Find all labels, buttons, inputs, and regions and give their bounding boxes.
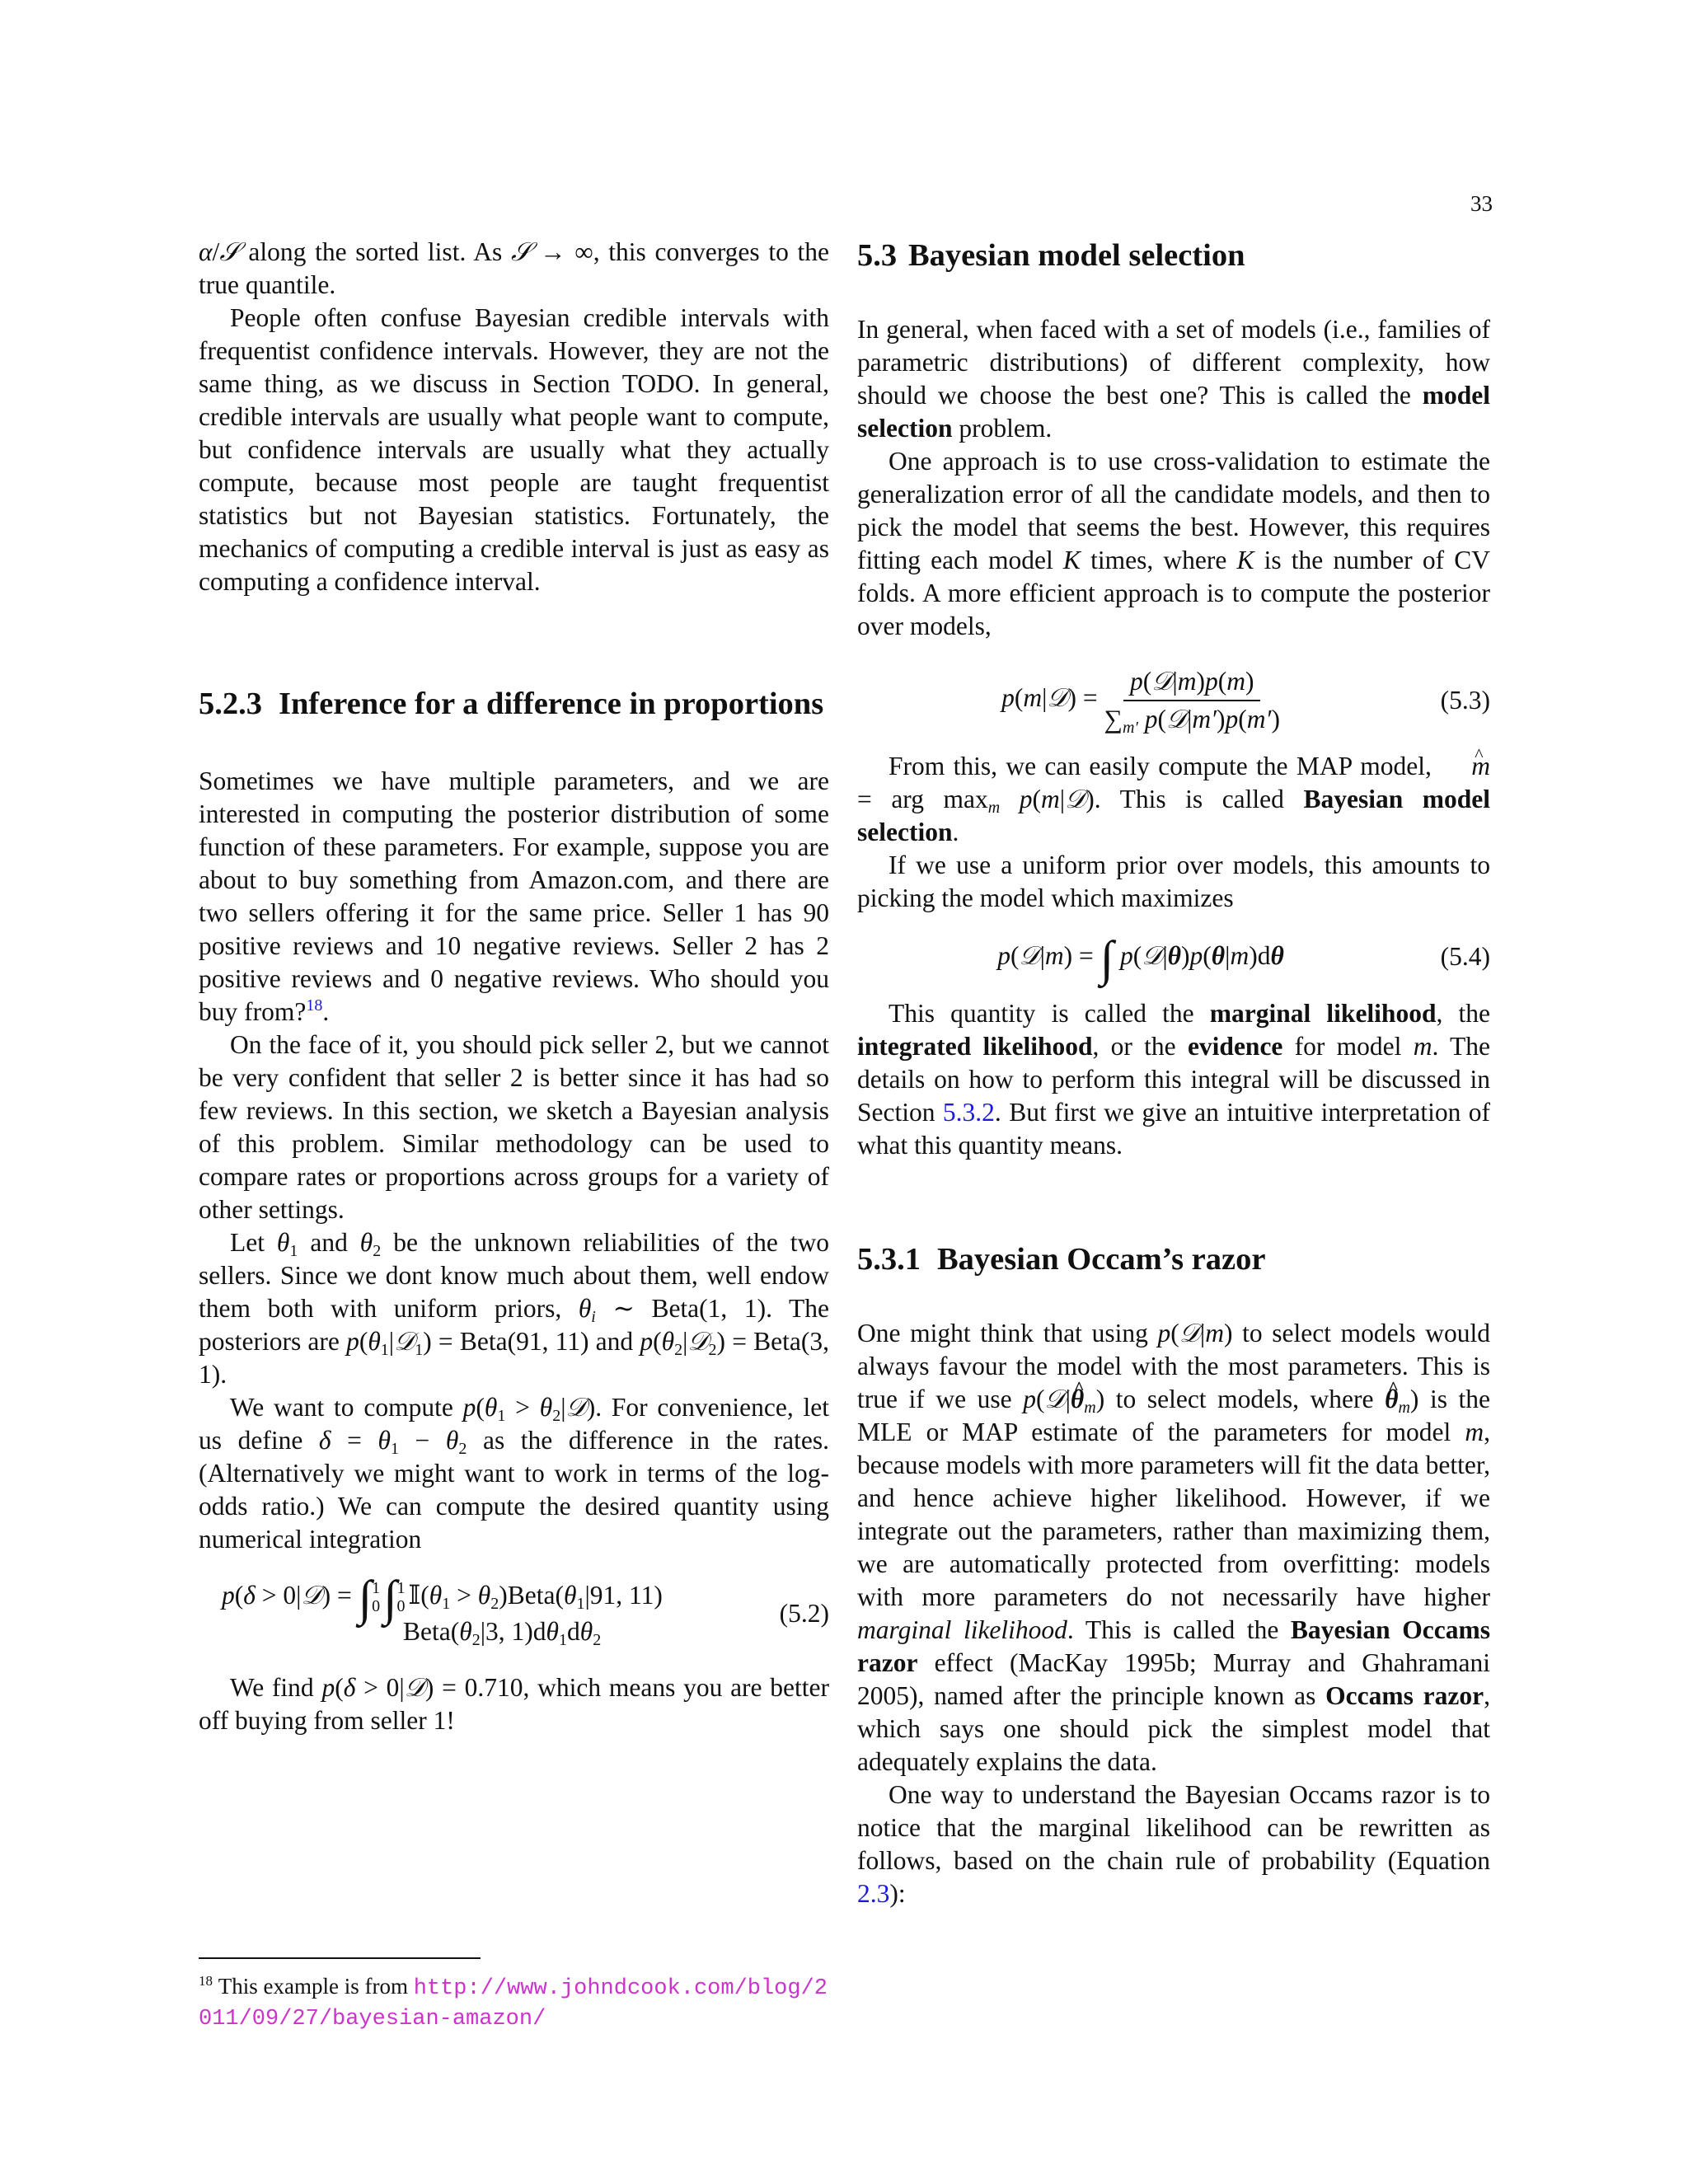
paragraph: On the face of it, you should pick seller 2, but we cannot be very confident that seller 2 is better since it has had so few reviews. In this section, we sketch a Bayesian analysis of this problem. Similar methodology can be used to compare rates or proportions across groups for a variety of other settings. xyxy=(199,1030,829,1224)
equation-number: (5.2) xyxy=(779,1599,829,1628)
right-column xyxy=(857,236,1490,1910)
section-link[interactable]: 5.3.2 xyxy=(942,1098,995,1127)
paragraph: One way to understand the Bayesian Occams razor is to notice that the marginal likelihood can be rewritten as follows, based on the chain rule of probability (Equation 2.3): xyxy=(857,1780,1490,1908)
equation-5-3: p(m|𝒟) = $\frac{\text{p(𝒟|m)p(m)}}{\sum_{m'} p(𝒟|m')p(m')}$ (5.3) xyxy=(1001,667,1490,737)
left-column xyxy=(199,236,829,1737)
section-heading-5-2-3: 5.2.3 Inference for a difference in proportions xyxy=(199,687,824,721)
paragraph: One approach is to use cross-validation to estimate the generalization error of all the candidate models, and then to pick the model that seems the best. However, this requires fitting each model K times, where K is the number of CV folds. A more efficient approach is to compute the posterior over models, xyxy=(857,447,1490,640)
equation-number: (5.4) xyxy=(1440,942,1490,971)
paragraph: Sometimes we have multiple parameters, and we are interested in computing the posterior distribution of some function of these parameters. For example, suppose you are about to buy something from Amazon.com, and there are two sellers offering it for the same price. Seller 1 has 90 positive reviews and 10 negative reviews. Seller 2 has 2 positive reviews and 0 negative reviews. Who should you buy from?$^{18}$. xyxy=(199,766,829,1026)
paragraph: We want to compute $p(\theta_1$ > $\theta_2|𝒟$). For convenience, let us define $\delta = \theta_1 - \theta_2$ as the difference in the rates. (Alternatively we might want to work in terms of the log-odds ratio.) We can compute the desired quantity using numerical integration xyxy=(199,1393,830,1554)
paragraph: One might think that using p(𝒟|m) to select models would always favour the model with the most parameters. This is true if we use p(𝒟|^ $\theta_m$) to select models, where ^ $\theta_m$) is the MLE or MAP estimate of the parameters for model m, because models with more parameters will fit the data better, and hence achieve higher likelihood. However, if we integrate out the parameters, rather than maximizing them, we are automatically protected from overfitting: models with more parameters do not necessarily have higher marginal likelihood. This is called the Bayesian Occams razor effect (MacKay 1995b; Murray and Ghahramani 2005), named after the principle known as Occams razor, which says one should pick the simplest model that adequately explains the data. xyxy=(857,1317,1490,1779)
footnote-rule xyxy=(199,1957,481,1959)
paragraph: From this, we can easily compute the MAP model, ^ m = arg $\max_m$ p(m|𝒟). This is called Bayesian model selection. xyxy=(857,750,1490,849)
paragraph: Let $\theta_1$ and $\theta_2$ be the unknown reliabilities of the two sellers. Since we dont know much about them, well endow them both with uniform priors, $\theta_i$ ∼ Beta(1, 1). The posteriors are $p(\theta_1|𝒟_1)$ = Beta(91, 11) and $p(\theta_2|𝒟_2)$ = Beta(3, 1). xyxy=(199,1228,829,1389)
paragraph: People often confuse Bayesian credible intervals with frequentist confidence intervals. However, they are not the same thing, as we discuss in Section TODO. In general, credible intervals are usually what people want to compute, but confidence intervals are usually what they actually compute, because most people are taught frequentist statistics but not Bayesian statistics. Fortunately, the mechanics of computing a credible interval is just as easy as computing a confidence interval. xyxy=(199,303,829,596)
page-number: 33 xyxy=(1470,191,1493,216)
equation-link[interactable]: 2.3 xyxy=(857,1879,890,1908)
footnote-url-link[interactable]: http://www.johndcook.com/blog/2011/09/27/bayesian-amazon/ xyxy=(199,1976,828,2032)
footnote: $^{18}$ This example is from http://www.johndcook.com/blog/2011/09/27/bayesian-amazon/ xyxy=(199,1973,828,2032)
section-heading-5-3: 5.3 Bayesian model selection xyxy=(857,238,1245,273)
footnote-ref-link[interactable]: 18 xyxy=(306,996,323,1015)
equation-5-4: p(𝒟|m) = ∫ p(𝒟|θ)p(θ|m)dθ (5.4) xyxy=(997,930,1490,986)
paragraph: If we use a uniform prior over models, this amounts to picking the model which maximizes xyxy=(857,851,1490,912)
paragraph: We find p(δ > 0|𝒟) = 0.710, which means you are better off buying from seller 1! xyxy=(199,1673,829,1735)
paragraph: This quantity is called the marginal likelihood, the integrated likelihood, or the evidence for model m. The details on how to perform this integral will be discussed in Section 5.3.2. But first we give an intuitive interpretation of what this quantity means. xyxy=(857,999,1490,1160)
equation-number: (5.3) xyxy=(1440,686,1490,715)
paragraph: α/𝒮 along the sorted list. As 𝒮 → ∞, this converges to the true quantile. xyxy=(199,237,830,299)
equation-5-2: p(δ > 0|𝒟) = ∫ 1 0 ∫ 1 0 $𝕀(\theta_1$ > $\theta_2)Beta(\theta_1|91$, 11) $Beta(\theta_2|3$, $1)d\theta_1d\theta_2$ (5.2) xyxy=(222,1570,829,1650)
section-heading-5-3-1: 5.3.1 Bayesian Occam’s razor xyxy=(857,1242,1266,1277)
paragraph: In general, when faced with a set of models (i.e., families of parametric distributions) of different complexity, how should we choose the best one? This is called the model selection problem. xyxy=(857,315,1490,443)
